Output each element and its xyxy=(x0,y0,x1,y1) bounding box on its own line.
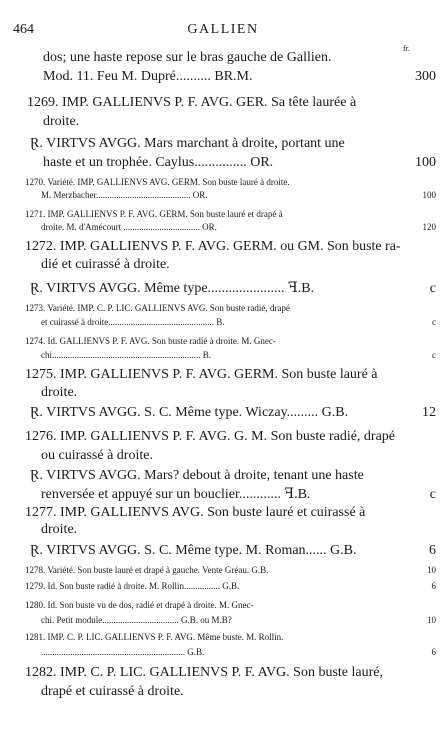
entry-price: 6 xyxy=(429,543,436,558)
entry-text: droite. xyxy=(43,114,80,129)
entry-price: 120 xyxy=(422,222,436,232)
page-title: GALLIEN xyxy=(187,22,259,37)
entry-text: chi. Petit module.................................. G.B. ou M.B? xyxy=(41,615,232,625)
entry-text: 1273. Variété. IMP. C. P. LIC. GALLIENVS AVG. Son buste radié, drapé xyxy=(25,303,290,313)
entry-text: Ɽ. VIRTVS AVGG. S. C. Même type. Wiczay......... G.B. xyxy=(30,405,349,420)
entry-price: 12 xyxy=(422,405,436,420)
entry-text: 1279. Id. Son buste radié à droite. M. Rollin................ G.B. xyxy=(25,581,240,591)
entry-text: Ɽ. VIRTVS AVGG. Mars? debout à droite, tenant une haste xyxy=(30,468,364,483)
entry-text: droite. M. d'Amécourt .................................. OR. xyxy=(41,222,217,232)
entry-text: et cuirassé à droite............................................... B. xyxy=(41,317,225,327)
entry-price: 100 xyxy=(415,155,436,170)
entry-text: chi.................................................................. B. xyxy=(41,350,211,360)
entry-text: 1270. Variété. IMP. GALLIENVS AVG. GERM. Son buste lauré à droite. xyxy=(25,177,290,187)
entry-text: droite. xyxy=(41,385,78,400)
entry-text: 1269. IMP. GALLIENVS P. F. AVG. GER. Sa tête laurée à xyxy=(27,95,357,110)
entry-price: c xyxy=(429,487,436,502)
entry-text: droite. xyxy=(41,522,78,537)
entry-price: c xyxy=(432,350,436,360)
entry-text: 1281. IMP. C. P. LIC. GALLIENVS P. F. AVG. Même buste. M. Rollin. xyxy=(25,632,284,642)
entry-price: 6 xyxy=(431,581,436,591)
entry-price: 6 xyxy=(431,647,436,657)
currency-heading: fr. xyxy=(403,44,410,53)
entry-text: 1272. IMP. GALLIENVS P. F. AVG. GERM. ou GM. Son buste ra- xyxy=(25,239,401,254)
entry-text: Ɽ. VIRTVS AVGG. Mars marchant à droite, portant une xyxy=(30,136,345,151)
entry-text: Ɽ. VIRTVS AVGG. S. C. Même type. M. Roman...... G.B. xyxy=(30,543,357,558)
entry-text: 1274. Id. GALLIENVS P. F. AVG. Son buste radié à droite. M. Gnec- xyxy=(25,336,276,346)
entry-text: M. Merzbacher.......................................... OR. xyxy=(41,190,208,200)
entry-text: renversée et appuyé sur un bouclier............ ꟻ.B. xyxy=(41,487,311,502)
entry-text: 1275. IMP. GALLIENVS P. F. AVG. GERM. Son buste lauré à xyxy=(25,367,378,382)
entry-price: 10 xyxy=(427,615,436,625)
entry-price: 300 xyxy=(415,69,436,84)
entry-text: dos; une haste repose sur le bras gauche de Gallien. xyxy=(43,50,332,65)
entry-text: 1282. IMP. C. P. LIC. GALLIENVS P. F. AVG. Son buste lauré, xyxy=(25,665,383,680)
entry-price: 100 xyxy=(422,190,436,200)
entry-text: Ɽ. VIRTVS AVGG. Même type...................... ꟻ.B. xyxy=(30,281,315,296)
entry-text: 1276. IMP. GALLIENVS P. F. AVG. G. M. Son buste radié, drapé xyxy=(25,429,396,444)
entry-price: 10 xyxy=(427,565,436,575)
entry-text: 1280. Id. Son buste vu de dos, radié et drapé à droite. M. Gnec- xyxy=(25,600,254,610)
page-number: 464 xyxy=(13,22,34,37)
entry-price: c xyxy=(429,281,436,296)
entry-text: 1271. IMP. GALLIENVS P. F. AVG. GERM. Son buste lauré et drapé à xyxy=(25,209,283,219)
entry-text: ou cuirassé à droite. xyxy=(41,448,153,463)
entry-text: ................................................................ G.B. xyxy=(41,647,205,657)
entry-text: dié et cuirassé à droite. xyxy=(41,257,170,272)
entry-text: Mod. 11. Feu M. Dupré.......... BR.M. xyxy=(43,69,253,84)
entry-text: drapé et cuirassé à droite. xyxy=(41,684,184,699)
entry-text: 1277. IMP. GALLIENVS AVG. Son buste lauré et cuirassé à xyxy=(25,505,366,520)
entry-text: 1278. Variété. Son buste lauré et drapé à gauche. Vente Gréau. G.B. xyxy=(25,565,269,575)
entry-text: haste et un trophée. Caylus............... OR. xyxy=(43,155,274,170)
entry-price: c xyxy=(432,317,436,327)
